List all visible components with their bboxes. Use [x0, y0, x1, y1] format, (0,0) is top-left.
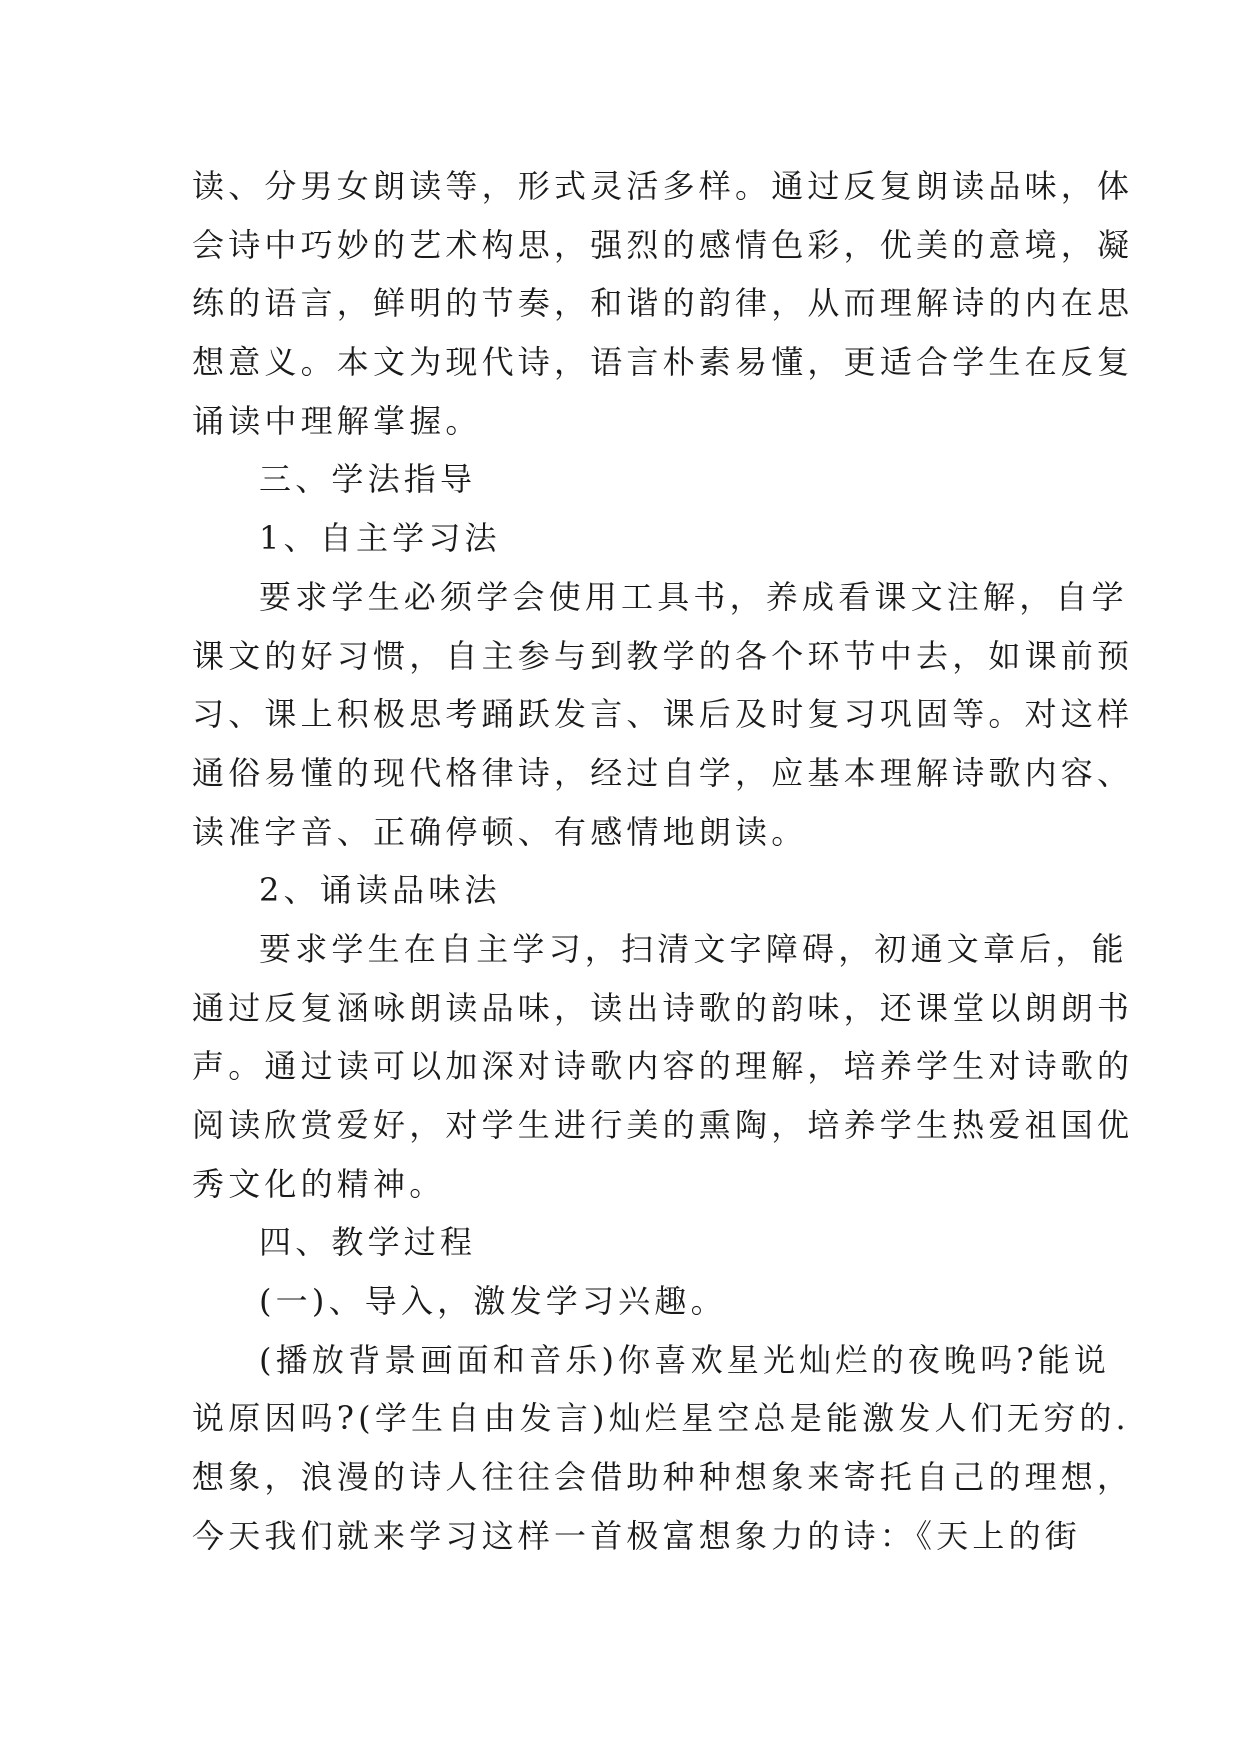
text-line: 声。通过读可以加深对诗歌内容的理解，培养学生对诗歌的 [192, 1047, 1134, 1086]
text-line: 要求学生在自主学习，扫清文字障碍，初通文章后，能 [259, 929, 1128, 968]
text-line: 四、教学过程 [259, 1223, 477, 1262]
text-line: 课文的好习惯，自主参与到教学的各个环节中去，如课前预 [192, 636, 1134, 675]
text-line: 通过反复涵咏朗读品味，读出诗歌的韵味，还课堂以朗朗书 [192, 988, 1134, 1027]
text-line: 要求学生必须学会使用工具书，养成看课文注解，自学 [259, 577, 1128, 616]
text-line: 秀文化的精神。 [192, 1164, 446, 1203]
text-line: 通俗易懂的现代格律诗，经过自学，应基本理解诗歌内容、 [192, 753, 1134, 792]
text-line: 习、课上积极思考踊跃发言、课后及时复习巩固等。对这样 [192, 695, 1134, 734]
text-line: 练的语言，鲜明的节奏，和谐的韵律，从而理解诗的内在思 [192, 284, 1134, 323]
text-line: 1、自主学习法 [259, 519, 501, 558]
text-line: 读准字音、正确停顿、有感情地朗读。 [192, 812, 808, 851]
text-line: 说原因吗?(学生自由发言)灿烂星空总是能激发人们无穷的. [192, 1399, 1130, 1438]
text-line: 读、分男女朗读等，形式灵活多样。通过反复朗读品味，体 [192, 167, 1134, 205]
text-line: 三、学法指导 [259, 460, 477, 499]
text-line: 会诗中巧妙的艺术构思，强烈的感情色彩，优美的意境，凝 [192, 225, 1134, 264]
text-line: 想意义。本文为现代诗，语言朴素易懂，更适合学生在反复 [192, 343, 1134, 382]
text-line: 诵读中理解掌握。 [192, 401, 482, 440]
text-line: (播放背景画面和音乐)你喜欢星光灿烂的夜晚吗?能说 [259, 1340, 1111, 1379]
text-line: 今天我们就来学习这样一首极富想象力的诗：《天上的街 [192, 1516, 1082, 1555]
document-body [192, 157, 1134, 1566]
text-line: 2、诵读品味法 [259, 871, 501, 910]
text-line: 阅读欣赏爱好，对学生进行美的熏陶，培养学生热爱祖国优 [192, 1106, 1134, 1144]
text-line: 想象，浪漫的诗人往往会借助种种想象来寄托自己的理想， [192, 1458, 1134, 1497]
text-line: (一)、导入，激发学习兴趣。 [259, 1282, 727, 1321]
